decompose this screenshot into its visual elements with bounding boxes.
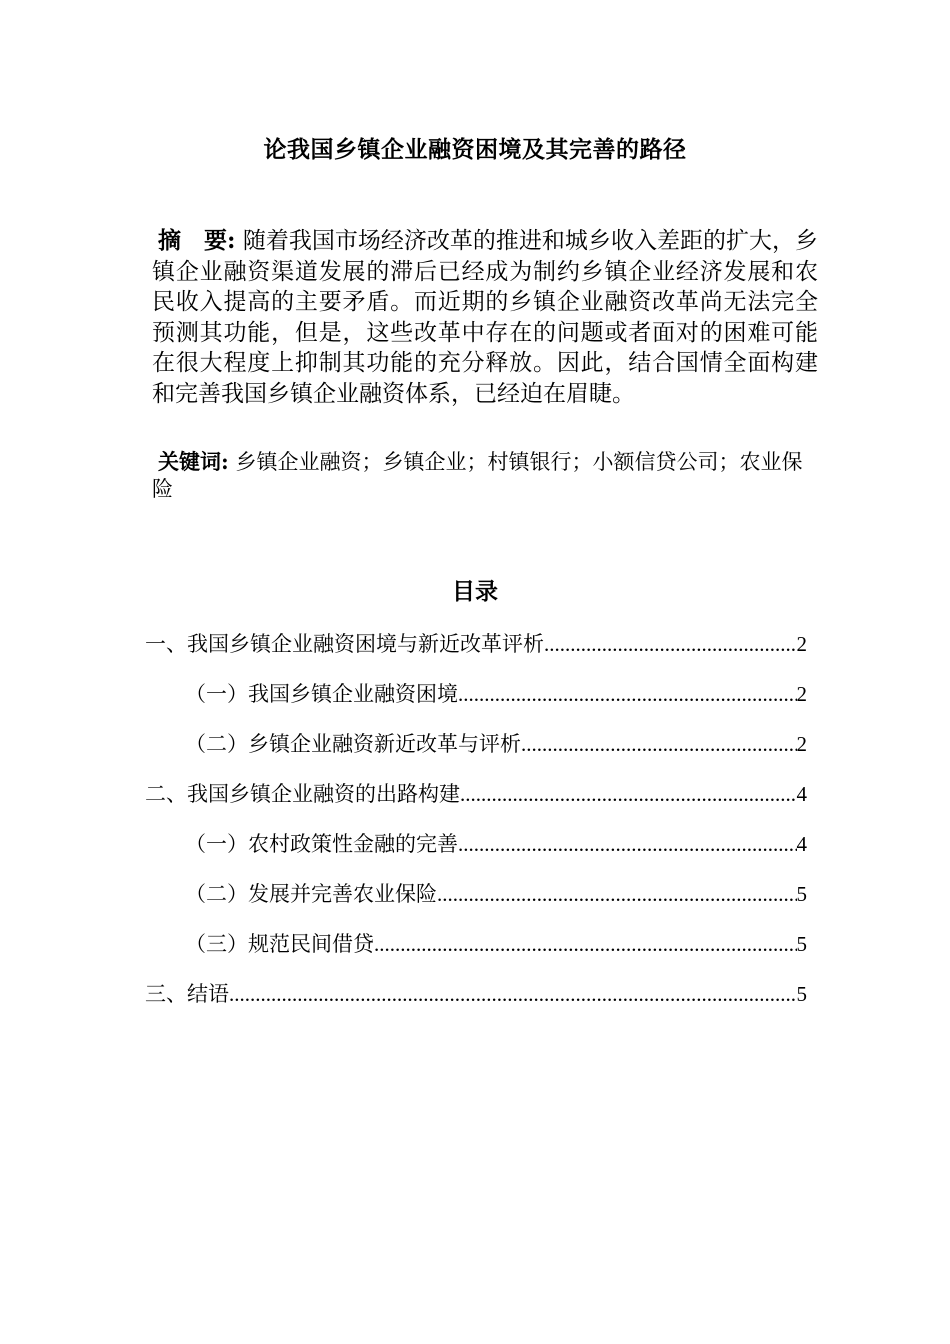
toc-leader-dots — [437, 876, 797, 912]
toc-entry[interactable] — [145, 976, 807, 1026]
toc-entry-text: （一）我国乡镇企业融资困境 — [185, 682, 458, 706]
toc-entry[interactable] — [145, 676, 807, 726]
toc-title: 目录 — [452, 578, 498, 605]
toc-entry-text: 二、我国乡镇企业融资的出路构建 — [145, 782, 460, 806]
toc-entry-text: 一、我国乡镇企业融资困境与新近改革评析 — [145, 632, 544, 656]
toc-entry[interactable] — [145, 726, 807, 776]
toc-entry-text: （二）乡镇企业融资新近改革与评析 — [185, 732, 521, 756]
toc-entry[interactable] — [145, 876, 807, 926]
toc-page-number: 4 — [796, 832, 807, 856]
keywords-text: 乡镇企业融资；乡镇企业；村镇银行；小额信贷公司；农业保险 — [152, 450, 803, 501]
toc-leader-dots — [229, 976, 797, 1012]
toc-entry[interactable] — [145, 926, 807, 976]
abstract-label: 摘 要: — [158, 227, 236, 254]
keywords-label: 关键词: — [158, 449, 229, 474]
abstract-paragraph — [152, 226, 818, 409]
toc-leader-dots — [374, 926, 797, 962]
toc-entry[interactable] — [145, 776, 807, 826]
toc-leader-dots — [458, 826, 797, 862]
abstract-text: 随着我国市场经济改革的推进和城乡收入差距的扩大，乡镇企业融资渠道发展的滞后已经成为制约乡镇企业经济发展和农民收入提高的主要矛盾。而近期的乡镇企业融资改革尚无法完全预测其功能，但是，这些改革中存在的问题或者面对的困难可能在很大程度上抑制其功能的充分释放。因此，结合国情全面构建和完善我国乡镇企业融资体系，已经迫在眉睫。 — [152, 228, 819, 407]
keywords-paragraph — [152, 448, 818, 503]
toc-leader-dots — [521, 726, 797, 762]
toc-entry[interactable] — [145, 826, 807, 876]
toc-page-number: 5 — [796, 932, 807, 956]
toc-leader-dots — [458, 676, 797, 712]
toc-page-number: 2 — [796, 632, 807, 656]
toc-page-number: 5 — [796, 882, 807, 906]
toc-page-number: 2 — [796, 732, 807, 756]
table-of-contents — [145, 626, 807, 1026]
toc-page-number: 4 — [796, 782, 807, 806]
toc-entry-text: （三）规范民间借贷 — [185, 932, 374, 956]
toc-entry[interactable] — [145, 626, 807, 676]
toc-entry-text: （一）农村政策性金融的完善 — [185, 832, 458, 856]
document-title: 论我国乡镇企业融资困境及其完善的路径 — [263, 136, 687, 163]
toc-entry-text: 三、结语 — [145, 982, 229, 1006]
toc-page-number: 5 — [796, 982, 807, 1006]
toc-entry-text: （二）发展并完善农业保险 — [185, 882, 437, 906]
toc-leader-dots — [460, 776, 797, 812]
toc-page-number: 2 — [796, 682, 807, 706]
toc-leader-dots — [544, 626, 797, 662]
